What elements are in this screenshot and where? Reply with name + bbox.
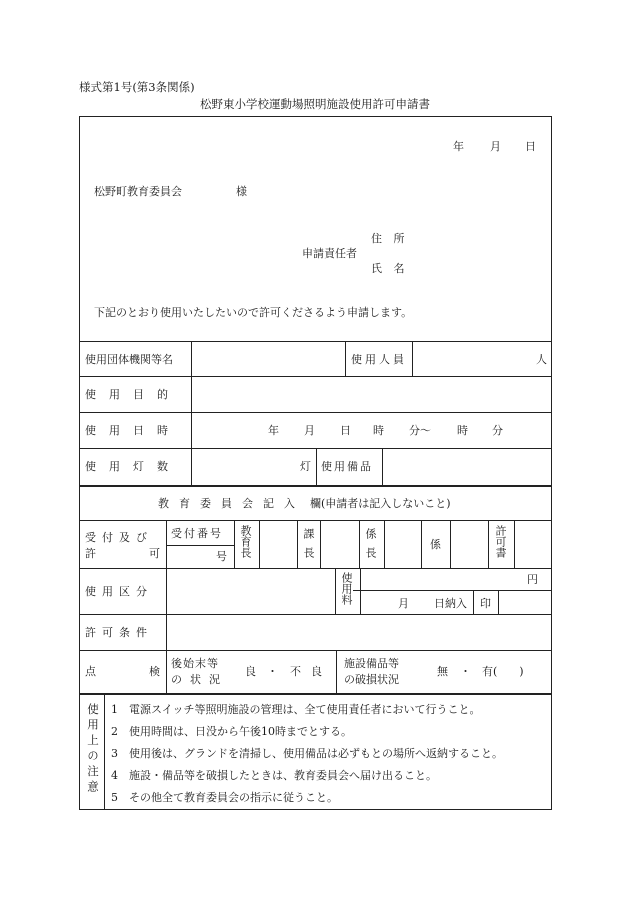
- inspection-label: 点検: [85, 665, 160, 678]
- application-statement: 下記のとおり使用いたしたいので許可くださるよう申請します。: [94, 306, 413, 319]
- conditions-label: 許可条件: [85, 626, 153, 639]
- rule-v-sup-right: [259, 520, 260, 568]
- damage-separator: ・: [460, 665, 471, 678]
- address-label: 住 所: [371, 232, 409, 245]
- superintendent-label: 教育長: [239, 525, 252, 558]
- note-item-4: 4 施設・備品等を破損したときは、教育委員会へ届け出ること。: [111, 769, 437, 782]
- rule-v-equip-left: [316, 448, 317, 485]
- applicant-label: 申請責任者: [302, 247, 357, 260]
- rule-v-permit-right: [514, 520, 515, 568]
- form-number: 様式第1号(第3条関係): [79, 80, 195, 94]
- paid-month: 月: [398, 597, 409, 610]
- rule-v-notes: [104, 695, 105, 810]
- office-section-title: 教育委員会記入: [158, 497, 305, 510]
- note-item-2: 2 使用時間は、日没から午後10時までとする。: [111, 725, 352, 738]
- damage-none: 無: [437, 665, 448, 678]
- rule-v-seal-left: [473, 590, 474, 614]
- lights-label: 使用灯数: [85, 460, 181, 473]
- damage-label-2: の破損状況: [344, 673, 399, 686]
- rule-v-staff-left: [421, 520, 422, 568]
- name-label: 氏 名: [371, 262, 409, 275]
- receipt-label-2: 許可: [85, 547, 160, 560]
- rule-v-fee-right: [360, 568, 361, 614]
- receipt-label-1: 受付及び: [85, 531, 153, 544]
- dt-day: 日: [340, 424, 351, 437]
- permit-label: 許可書: [494, 525, 507, 558]
- rule-receipt-split: [166, 545, 234, 546]
- rule-v-chief-right: [320, 520, 321, 568]
- fee-label: 使用料: [340, 572, 353, 605]
- subsection-chief-label: 係長: [364, 528, 377, 566]
- cleanup-label-1: 後始末等: [171, 657, 219, 670]
- status-bad: 不良: [290, 665, 332, 678]
- note-item-1: 1 電源スイッチ等照明施設の管理は、全て使用責任者において行うこと。: [111, 703, 481, 716]
- datetime-label: 使用日時: [85, 424, 181, 437]
- rule-v-label-rows: [191, 341, 192, 485]
- rule-v-permit-left: [488, 520, 489, 568]
- seal-label: 印: [480, 597, 491, 610]
- lights-unit: 灯: [300, 460, 311, 473]
- damage-label-1: 施設備品等: [344, 657, 399, 670]
- dt-hour-end: 時: [457, 424, 468, 437]
- section-chief-label: 課長: [302, 528, 315, 566]
- rule-h2: [79, 376, 552, 377]
- rule-v-receipt-right: [234, 520, 235, 568]
- receipt-number-label: 受付番号: [171, 527, 223, 540]
- rule-h8: [79, 614, 552, 615]
- people-unit: 人: [536, 353, 547, 366]
- rule-v-office-label: [166, 520, 167, 693]
- dt-hour-start: 時: [373, 424, 384, 437]
- note-item-5: 5 その他全て教育委員会の指示に従うこと。: [111, 791, 338, 804]
- rule-v-staff-right: [450, 520, 451, 568]
- status-good: 良: [245, 665, 256, 678]
- dt-month: 月: [304, 424, 315, 437]
- rule-h9: [79, 650, 552, 651]
- office-section-note: 欄(申請者は記入しないこと): [310, 497, 451, 510]
- date-day: 日: [525, 140, 536, 153]
- rule-h6: [79, 520, 552, 521]
- cleanup-label-2: の状況: [171, 673, 228, 686]
- rule-h3: [79, 412, 552, 413]
- rule-h7: [79, 568, 552, 569]
- date-month: 月: [490, 140, 501, 153]
- category-label: 使用区分: [85, 585, 153, 598]
- number-unit: 号: [216, 550, 227, 563]
- rule-v-inspect-mid: [336, 650, 337, 693]
- dt-minute-end: 分: [492, 424, 503, 437]
- honorific: 様: [236, 185, 247, 198]
- date-year: 年: [453, 140, 464, 153]
- purpose-label: 使用目的: [85, 388, 181, 401]
- rule-v-chief-left: [297, 520, 298, 568]
- yen-unit: 円: [527, 573, 538, 586]
- dt-minute-start: 分〜: [409, 424, 431, 437]
- equipment-label: 使用備品: [321, 460, 373, 473]
- rule-v-seal-right: [498, 590, 499, 614]
- rule-v-people-left: [345, 341, 346, 376]
- form-title: 松野東小学校運動場照明施設使用許可申請書: [200, 97, 430, 111]
- rule-fee-split: [353, 590, 552, 591]
- damage-exists: 有( ): [482, 665, 524, 678]
- rule-v-equip-right: [382, 448, 383, 485]
- rule-v-sub-left: [359, 520, 360, 568]
- people-label: 使用人員: [351, 353, 407, 366]
- rule-v-sub-right: [384, 520, 385, 568]
- rule-v-people-right: [412, 341, 413, 376]
- addressee: 松野町教育委員会: [94, 185, 182, 198]
- notes-label: 使用上の注意: [85, 703, 100, 796]
- rule-h10-double: [79, 693, 552, 695]
- paid-day: 日納入: [434, 597, 467, 610]
- rule-h1: [79, 341, 552, 342]
- rule-h5-double: [79, 485, 552, 487]
- org-label: 使用団体機関等名: [85, 353, 173, 366]
- status-separator: ・: [267, 665, 278, 678]
- dt-year: 年: [268, 424, 279, 437]
- staff-label: 係: [430, 538, 441, 551]
- note-item-3: 3 使用後は、グランドを清掃し、使用備品は必ずもとの場所へ返納すること。: [111, 747, 503, 760]
- rule-v-fee-left: [335, 568, 336, 614]
